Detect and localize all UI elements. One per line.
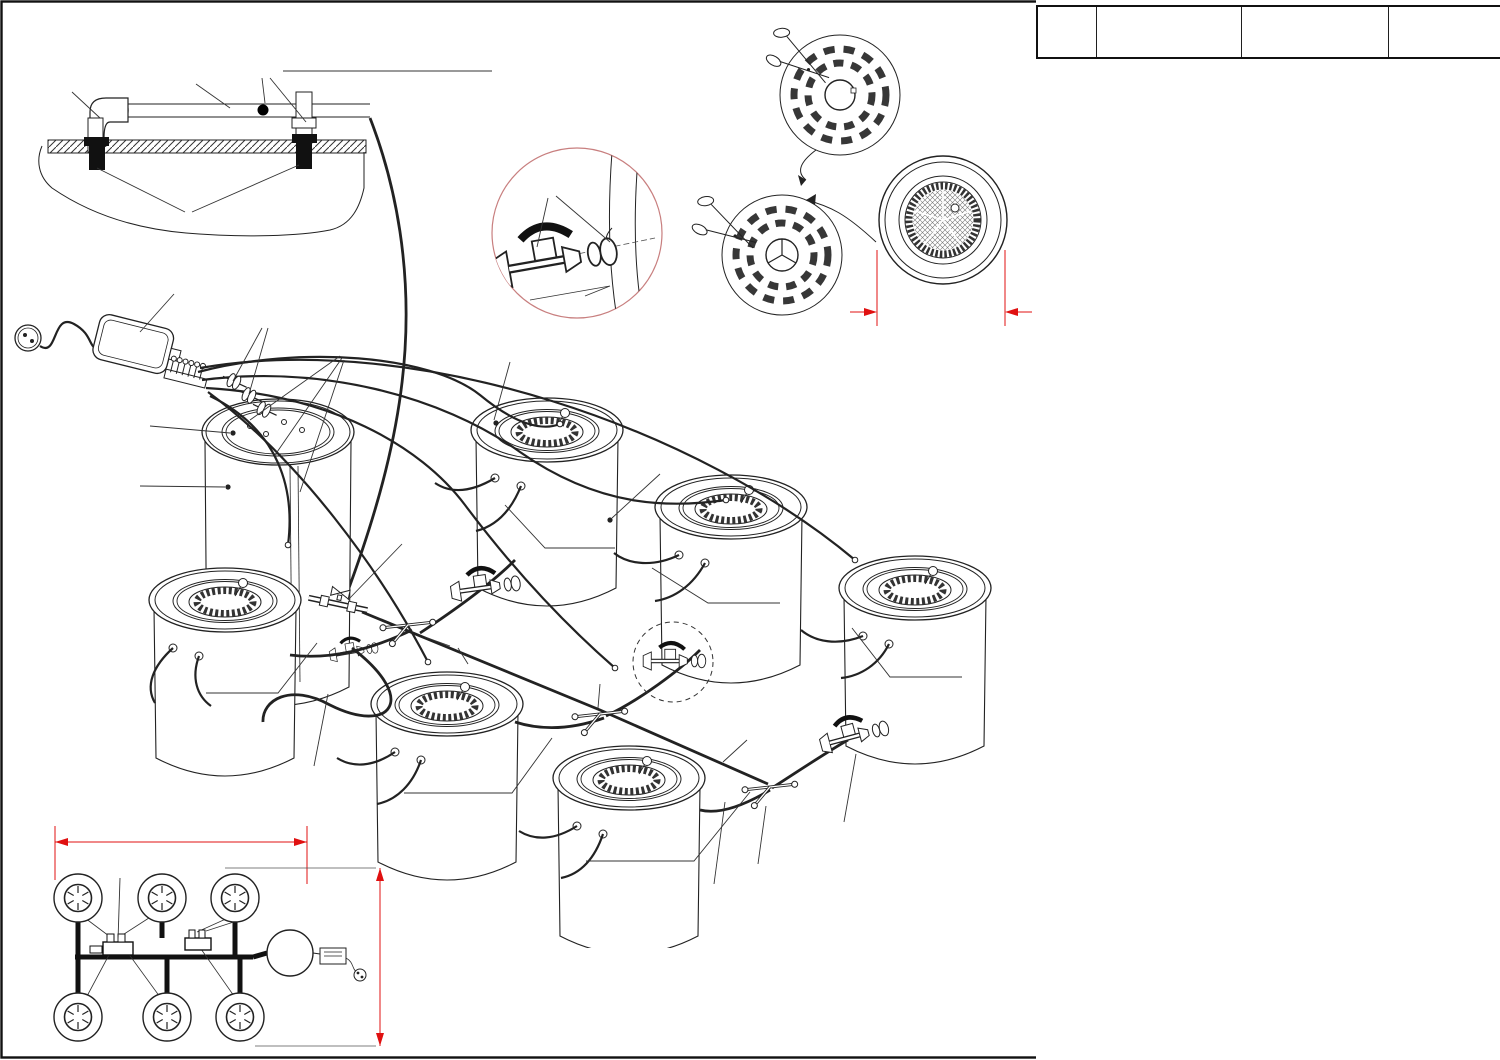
accessory-table (568, 948, 1036, 1056)
reservoir-plan (267, 930, 313, 976)
parts-table (1036, 5, 1500, 1056)
bucket-plan (143, 993, 191, 1041)
plug-plan (354, 969, 366, 981)
planting-bucket (149, 568, 301, 776)
manifold-plan (103, 942, 133, 955)
parts-table-header (1037, 6, 1500, 58)
header-quantity (1389, 6, 1500, 58)
red-ball (258, 105, 269, 116)
header-picture (1242, 6, 1389, 58)
bucket-plan (54, 993, 102, 1041)
bucket-plan (216, 993, 264, 1041)
bucket-plan (211, 874, 259, 922)
planting-bucket (553, 746, 705, 954)
planting-bucket (655, 475, 807, 683)
manifold-plan (185, 938, 211, 950)
header-description (1097, 6, 1242, 58)
planting-bucket (371, 672, 523, 880)
lid-b20-large (879, 156, 1007, 284)
bucket-plan (138, 874, 186, 922)
header-id (1037, 6, 1097, 58)
buckle-fitting (296, 92, 312, 140)
bucket-plan (54, 874, 102, 922)
